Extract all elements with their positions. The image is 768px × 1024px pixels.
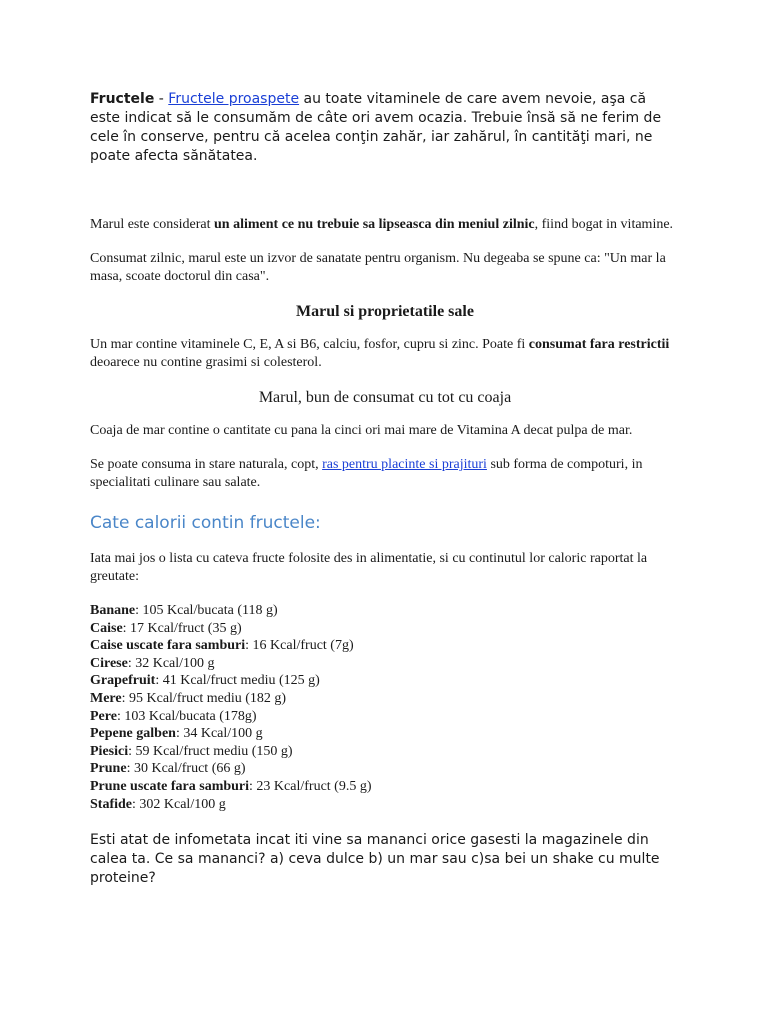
fruit-name: Caise uscate fara samburi: [90, 638, 246, 654]
fruit-calories: : 34 Kcal/100 g: [175, 726, 263, 742]
calories-heading: Cate calorii contin fructele:: [90, 513, 321, 533]
apple-health-paragraph: Consumat zilnic, marul este un izvor de sanatate pentru organism. Nu degeaba se spune ca: "Un mar la masa, scoate doctorul din casa".: [90, 251, 666, 284]
fruit-name: Piesici: [90, 743, 129, 759]
fruit-calories: : 17 Kcal/fruct (35 g): [122, 620, 242, 636]
apple-daily-paragraph: [90, 216, 680, 234]
fruit-name: Stafide: [90, 796, 132, 812]
list-item: [90, 690, 680, 708]
apple-peel-paragraph: Coaja de mar contine o cantitate cu pana la cinci ori mai mare de Vitamina A decat pulpa de mar.: [90, 423, 633, 438]
p1-bold: un aliment ce nu trebuie sa lipseasca din meniul zilnic: [214, 217, 535, 232]
apple-peel-subtitle: Marul, bun de consumat cu tot cu coaja: [258, 389, 512, 406]
fruit-calories: : 103 Kcal/bucata (178g): [116, 708, 257, 724]
list-item: [90, 655, 680, 673]
intro-text: au toate vitaminele de care avem nevoie, aşa că este indicat să le consumăm de câte ori avem ocazia. Trebuie însă să ne ferim de cele în conserve, pentru că acelea conţin zahăr, iar zahărul, în cantităţi mari, ne poate afecta sănătatea.: [90, 91, 662, 164]
fruit-calories: : 95 Kcal/fruct mediu (182 g): [121, 690, 287, 706]
p3-after: deoarece nu contine grasimi si colesterol.: [90, 355, 322, 370]
list-item: [90, 725, 680, 743]
fruit-calories: : 302 Kcal/100 g: [132, 796, 226, 812]
p1-after: , fiind bogat in vitamine.: [534, 217, 674, 232]
list-item: [90, 796, 680, 814]
apple-uses-paragraph: [90, 456, 680, 492]
grated-for-pies-link[interactable]: ras pentru placinte si prajituri: [322, 457, 487, 472]
list-item: [90, 637, 680, 655]
intro-dash: -: [154, 91, 169, 107]
fruit-name: Grapefruit: [90, 673, 156, 689]
apple-vitamins-paragraph: [90, 336, 680, 372]
fruit-name: Prune: [90, 761, 127, 777]
p1-before: Marul este considerat: [90, 217, 215, 232]
fruit-calories: : 30 Kcal/fruct (66 g): [126, 761, 246, 777]
fruit-calories: : 32 Kcal/100 g: [127, 655, 215, 671]
calories-intro-paragraph: Iata mai jos o lista cu cateva fructe folosite des in alimentatie, si cu continutul lor caloric raportat la greutate:: [90, 551, 648, 584]
intro-title: Fructele: [90, 91, 155, 107]
fruit-calories: : 23 Kcal/fruct (9.5 g): [249, 778, 372, 794]
intro-paragraph: [90, 90, 680, 166]
document-page: [90, 90, 680, 888]
fruit-name: Mere: [90, 690, 122, 706]
fruit-name: Banane: [90, 603, 136, 618]
p5-before: Se poate consuma in stare naturala, copt,: [90, 457, 323, 472]
fruit-name: Pepene galben: [90, 726, 176, 742]
list-item: [90, 620, 680, 638]
fruit-name: Cirese: [90, 655, 128, 671]
fruit-calories: : 41 Kcal/fruct mediu (125 g): [155, 673, 320, 689]
fruit-calories: : 105 Kcal/bucata (118 g): [135, 603, 278, 618]
hunger-question-paragraph: Esti atat de infometata incat iti vine sa mananci orice gasesti la magazinele din calea ta. Ce sa mananci? a) ceva dulce b) un mar sau c)sa bei un shake cu multe proteine?: [90, 832, 660, 887]
fruit-calories: : 59 Kcal/fruct mediu (150 g): [128, 743, 293, 759]
fruit-name: Pere: [90, 708, 117, 724]
fruit-calories: : 16 Kcal/fruct (7g): [245, 638, 354, 654]
fresh-fruits-link[interactable]: Fructele proaspete: [168, 91, 300, 107]
p3-bold: consumat fara restrictii: [528, 337, 670, 352]
apple-properties-subtitle: Marul si proprietatile sale: [296, 303, 474, 320]
list-item: [90, 672, 680, 690]
list-item: [90, 602, 680, 620]
list-item: [90, 778, 680, 796]
p3-before: Un mar contine vitaminele C, E, A si B6, calciu, fosfor, cupru si zinc. Poate fi: [90, 337, 529, 352]
fruit-name: Caise: [90, 620, 123, 636]
p5-after: sub forma de compoturi, in specialitati culinare sau salate.: [90, 457, 643, 490]
list-item: [90, 760, 680, 778]
fruit-calorie-list: [90, 602, 680, 813]
list-item: [90, 708, 680, 726]
fruit-name: Prune uscate fara samburi: [90, 778, 250, 794]
list-item: [90, 743, 680, 761]
